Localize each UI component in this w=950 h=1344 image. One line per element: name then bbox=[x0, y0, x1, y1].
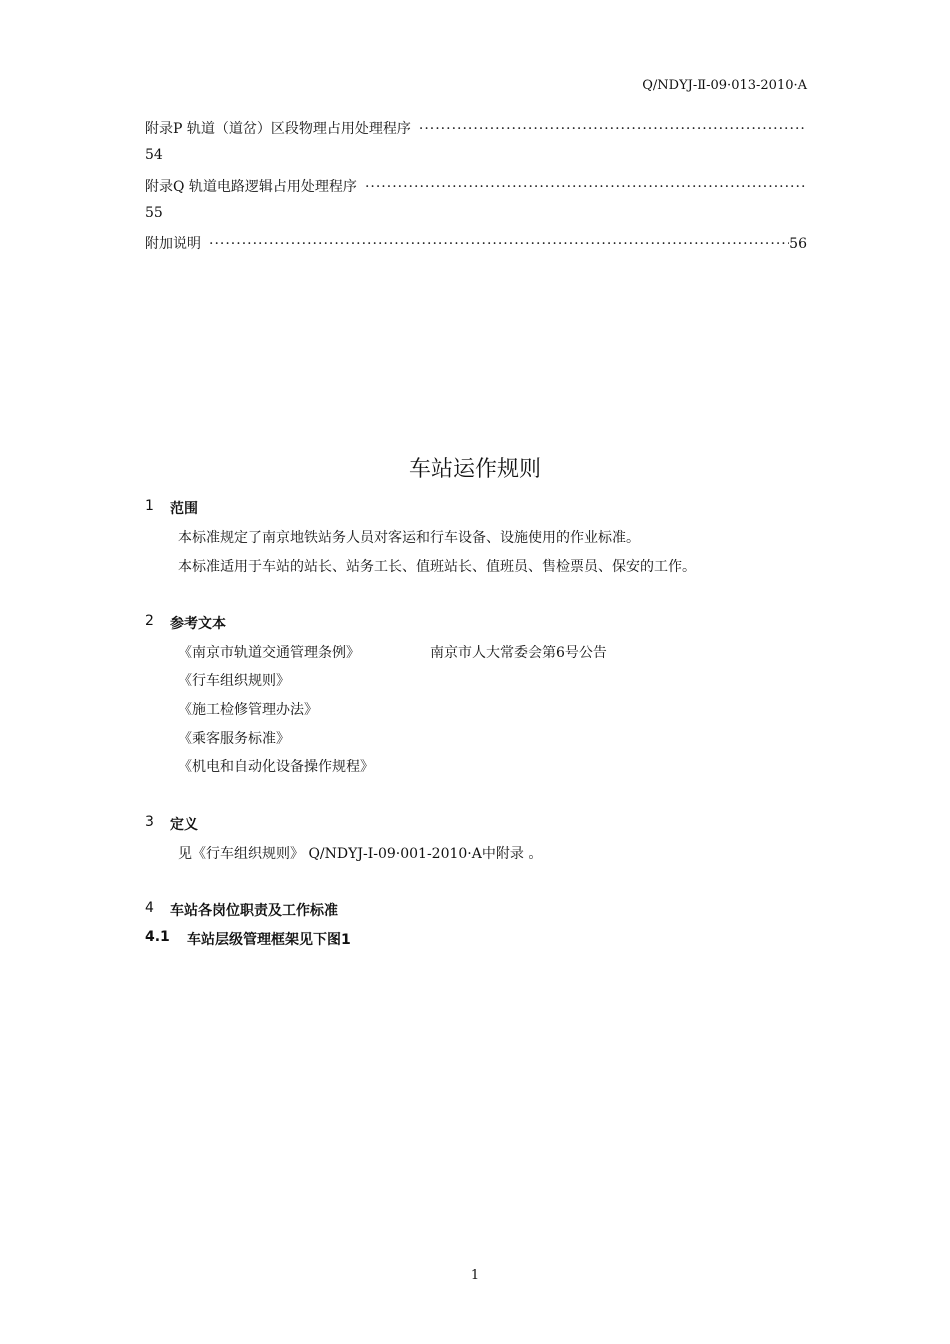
reference-item: 《乘客服务标准》 bbox=[178, 731, 290, 747]
section-title: 车站各岗位职责及工作标准 bbox=[170, 903, 338, 919]
toc-entry bbox=[145, 233, 807, 253]
toc-leader-dots bbox=[419, 121, 807, 137]
toc-entry bbox=[145, 118, 807, 138]
reference-item: 《机电和自动化设备操作规程》 bbox=[178, 759, 374, 775]
reference-item: 《南京市轨道交通管理条例》 bbox=[178, 645, 360, 661]
section-title: 范围 bbox=[170, 501, 198, 517]
toc-entry-label: 附录P 轨道（道岔）区段物理占用处理程序 bbox=[145, 121, 411, 137]
section-number: 4 bbox=[145, 900, 154, 916]
toc-leader-dots bbox=[365, 179, 807, 195]
toc-entry-page: 55 bbox=[145, 205, 163, 221]
reference-item: 《施工检修管理办法》 bbox=[178, 702, 318, 718]
toc-entry-page: 56 bbox=[789, 236, 807, 252]
subsection-title: 车站层级管理框架见下图1 bbox=[187, 932, 351, 948]
toc-entry bbox=[145, 176, 807, 196]
toc-entry-page: 54 bbox=[145, 147, 163, 163]
paragraph: 本标准规定了南京地铁站务人员对客运和行车设备、设施使用的作业标准。 bbox=[178, 530, 640, 546]
section-number: 2 bbox=[145, 613, 154, 629]
section-title: 参考文本 bbox=[170, 616, 226, 632]
paragraph: 见《行车组织规则》 Q/NDYJ-Ⅰ-09·001-2010·A中附录 。 bbox=[178, 846, 543, 862]
page-number: 1 bbox=[470, 1268, 480, 1283]
section-number: 3 bbox=[145, 814, 154, 830]
reference-note: 南京市人大常委会第6号公告 bbox=[430, 645, 607, 661]
page-title: 车站运作规则 bbox=[408, 457, 541, 482]
document-code: Q/NDYJ-Ⅱ-09·013-2010·A bbox=[642, 78, 807, 93]
toc-leader-dots bbox=[209, 236, 789, 252]
reference-item: 《行车组织规则》 bbox=[178, 673, 290, 689]
paragraph: 本标准适用于车站的站长、站务工长、值班站长、值班员、售检票员、保安的工作。 bbox=[178, 559, 696, 575]
toc-entry-label: 附录Q 轨道电路逻辑占用处理程序 bbox=[145, 179, 357, 195]
section-number: 1 bbox=[145, 498, 154, 514]
toc-entry-label: 附加说明 bbox=[145, 236, 201, 252]
subsection-number: 4.1 bbox=[145, 929, 170, 945]
section-title: 定义 bbox=[170, 817, 198, 833]
